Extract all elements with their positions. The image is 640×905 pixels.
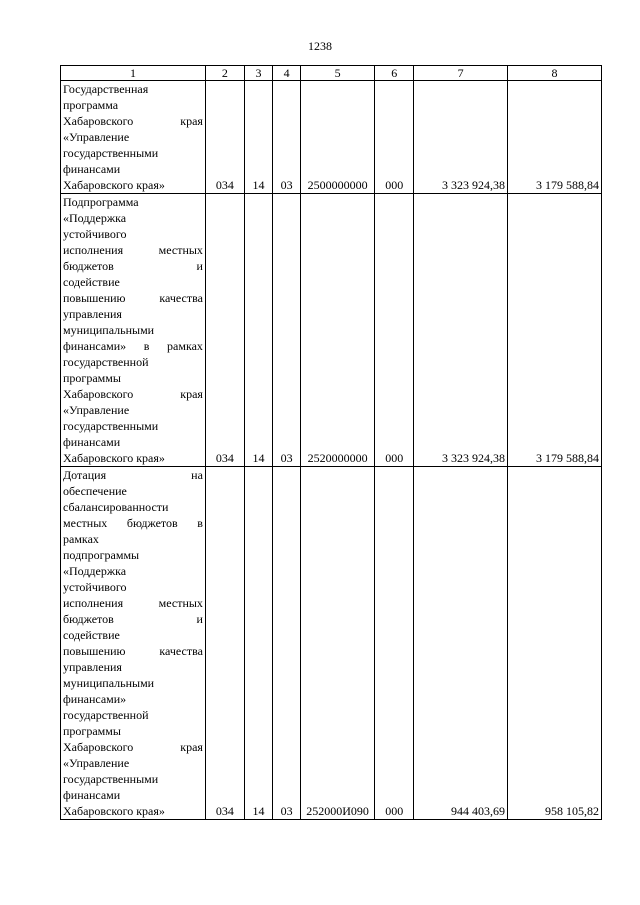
row-name-line: «Управление <box>63 756 130 770</box>
header-col-3: 3 <box>244 66 273 81</box>
row-name-line: «Поддержка <box>63 211 127 225</box>
page-number: 1238 <box>308 39 332 53</box>
expense-type-code: 000 <box>375 81 414 194</box>
section-code: 034 <box>205 194 244 467</box>
row-name-line: управления <box>63 307 122 321</box>
row-name-line: рамках <box>63 532 99 546</box>
row-name-line: Государственная <box>63 82 149 96</box>
header-col-8: 8 <box>508 66 602 81</box>
row-name-line: государственными <box>63 772 159 786</box>
row-name-line: содействие <box>63 628 120 642</box>
table-row <box>61 81 602 194</box>
amount-year-2: 3 179 588,84 <box>508 194 602 467</box>
subsection-code: 14 <box>244 194 273 467</box>
header-col-1: 1 <box>61 66 206 81</box>
amount-year-1: 3 323 924,38 <box>414 194 508 467</box>
section-code: 034 <box>205 467 244 820</box>
budget-table <box>60 65 602 820</box>
row-name-line: государственными <box>63 419 159 433</box>
row-name-line: повышению качества <box>63 291 203 305</box>
row-name-line: программы <box>63 371 121 385</box>
row-name-line: муниципальными <box>63 676 155 690</box>
row-name-line: муниципальными <box>63 323 155 337</box>
row-name-line: Подпрограмма <box>63 195 139 209</box>
row-name-line: бюджетов и <box>63 259 203 273</box>
row-name-cell <box>61 81 206 194</box>
subsection-code: 14 <box>244 467 273 820</box>
row-name-line: финансами <box>63 788 121 802</box>
subsection-sub-code: 03 <box>273 81 301 194</box>
header-col-7: 7 <box>414 66 508 81</box>
row-name-line: повышению качества <box>63 644 203 658</box>
subsection-sub-code: 03 <box>273 194 301 467</box>
row-name-line: «Поддержка <box>63 564 127 578</box>
amount-year-1: 944 403,69 <box>414 467 508 820</box>
table-row <box>61 467 602 820</box>
row-name-line: исполнения местных <box>63 243 203 257</box>
row-name-line: Хабаровского края <box>63 740 203 754</box>
subsection-sub-code: 03 <box>273 467 301 820</box>
row-name-line: финансами <box>63 162 121 176</box>
amount-year-1: 3 323 924,38 <box>414 81 508 194</box>
row-name-line: «Управление <box>63 130 130 144</box>
row-name-line: Хабаровского края <box>63 114 203 128</box>
row-name-line: Хабаровского края <box>63 387 203 401</box>
row-name-line: государственной <box>63 355 149 369</box>
table-row <box>61 194 602 467</box>
header-col-6: 6 <box>375 66 414 81</box>
header-col-5: 5 <box>300 66 375 81</box>
header-col-4: 4 <box>273 66 301 81</box>
row-name-line: Дотация на <box>63 468 203 482</box>
row-name-line: обеспечение <box>63 484 127 498</box>
row-name-line: финансами» в рамках <box>63 339 203 353</box>
amount-year-2: 958 105,82 <box>508 467 602 820</box>
row-name-line: содействие <box>63 275 120 289</box>
table-body <box>61 81 602 820</box>
row-name-line: «Управление <box>63 403 130 417</box>
header-col-2: 2 <box>205 66 244 81</box>
row-name-line: управления <box>63 660 122 674</box>
row-name-line: государственной <box>63 708 149 722</box>
expense-type-code: 000 <box>375 194 414 467</box>
row-name-line: сбалансированности <box>63 500 169 514</box>
row-name-line: программа <box>63 98 119 112</box>
header-row <box>61 66 602 81</box>
row-name-line: государственными <box>63 146 159 160</box>
row-name-line: Хабаровского края» <box>63 451 165 465</box>
section-code: 034 <box>205 81 244 194</box>
row-name-cell <box>61 467 206 820</box>
row-name-line: устойчивого <box>63 227 127 241</box>
row-name-line: бюджетов и <box>63 612 203 626</box>
row-name-line: Хабаровского края» <box>63 178 165 192</box>
target-article-code: 2500000000 <box>300 81 375 194</box>
row-name-line: местных бюджетов в <box>63 516 203 530</box>
row-name-line: программы <box>63 724 121 738</box>
amount-year-2: 3 179 588,84 <box>508 81 602 194</box>
target-article-code: 252000И090 <box>300 467 375 820</box>
row-name-line: Хабаровского края» <box>63 804 165 818</box>
expense-type-code: 000 <box>375 467 414 820</box>
row-name-line: исполнения местных <box>63 596 203 610</box>
subsection-code: 14 <box>244 81 273 194</box>
row-name-line: подпрограммы <box>63 548 140 562</box>
row-name-line: финансами» <box>63 692 127 706</box>
row-name-line: финансами <box>63 435 121 449</box>
row-name-line: устойчивого <box>63 580 127 594</box>
row-name-cell <box>61 194 206 467</box>
target-article-code: 2520000000 <box>300 194 375 467</box>
